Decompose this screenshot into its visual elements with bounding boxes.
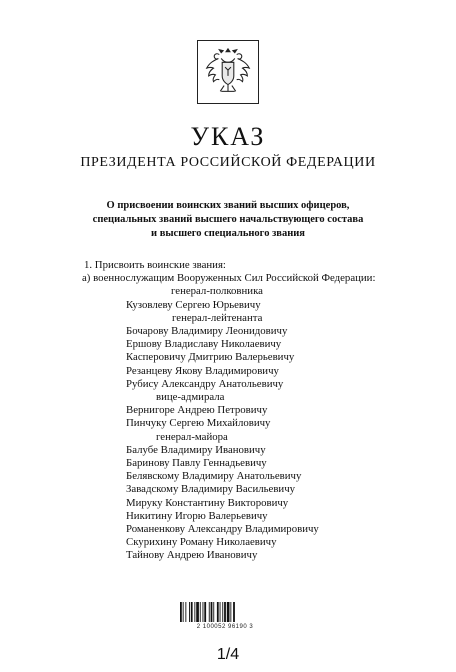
heading-line: О присвоении воинских званий высших офицеров, [106, 200, 350, 211]
heading-line: и высшего специального звания [151, 228, 305, 239]
officer-name: Кузовлеву Сергею Юрьевичу [126, 298, 261, 311]
clause-1: 1. Присвоить воинские звания: [84, 259, 226, 271]
officer-name: Балубе Владимиру Ивановичу [126, 443, 266, 456]
document-subtitle: ПРЕЗИДЕНТА РОССИЙСКОЙ ФЕДЕРАЦИИ [80, 155, 376, 170]
heading-line: специальных званий высшего начальствующего состава [92, 214, 364, 225]
document-heading [40, 199, 416, 241]
officer-name: Мируку Константину Викторовичу [126, 496, 289, 509]
coat-of-arms-icon [197, 40, 259, 104]
officer-name: Белявскому Владимиру Анатольевичу [126, 470, 302, 483]
document-body [84, 259, 375, 563]
officer-name: Ершову Владиславу Николаевичу [126, 338, 282, 351]
barcode-number: 2 100052 96190 3 [196, 624, 254, 630]
officer-name: Романенкову Александру Владимировичу [126, 523, 319, 536]
officer-name: Тайнову Андрею Ивановичу [126, 549, 258, 562]
rank-heading: генерал-лейтенанта [172, 311, 263, 324]
officer-name: Никитину Игорю Валерьевичу [126, 509, 268, 522]
officer-name: Завадскому Владимиру Васильевичу [126, 483, 296, 496]
officer-name: Бочарову Владимиру Леонидовичу [126, 325, 288, 338]
officer-name: Рубису Александру Анатольевичу [126, 377, 284, 390]
document-title: УКАЗ [190, 122, 266, 151]
officer-name: Касперовичу Дмитрию Валерьевичу [126, 351, 295, 364]
officer-name: Резанцеву Якову Владимировичу [126, 364, 279, 377]
officer-name: Скурихину Роману Николаевичу [126, 536, 277, 549]
clause-a: а) военнослужащим Вооруженных Сил Российской Федерации: [82, 272, 376, 285]
officer-name: Вернигоре Андрею Петровичу [126, 404, 268, 417]
page-indicator: 1/4 [216, 646, 240, 663]
rank-heading: генерал-полковника [171, 285, 263, 298]
officer-name: Баринову Павлу Геннадьевичу [126, 457, 267, 470]
officer-name: Пинчуку Сергею Михайловичу [126, 417, 271, 430]
rank-heading: вице-адмирала [156, 391, 225, 404]
rank-heading: генерал-майора [156, 430, 228, 443]
